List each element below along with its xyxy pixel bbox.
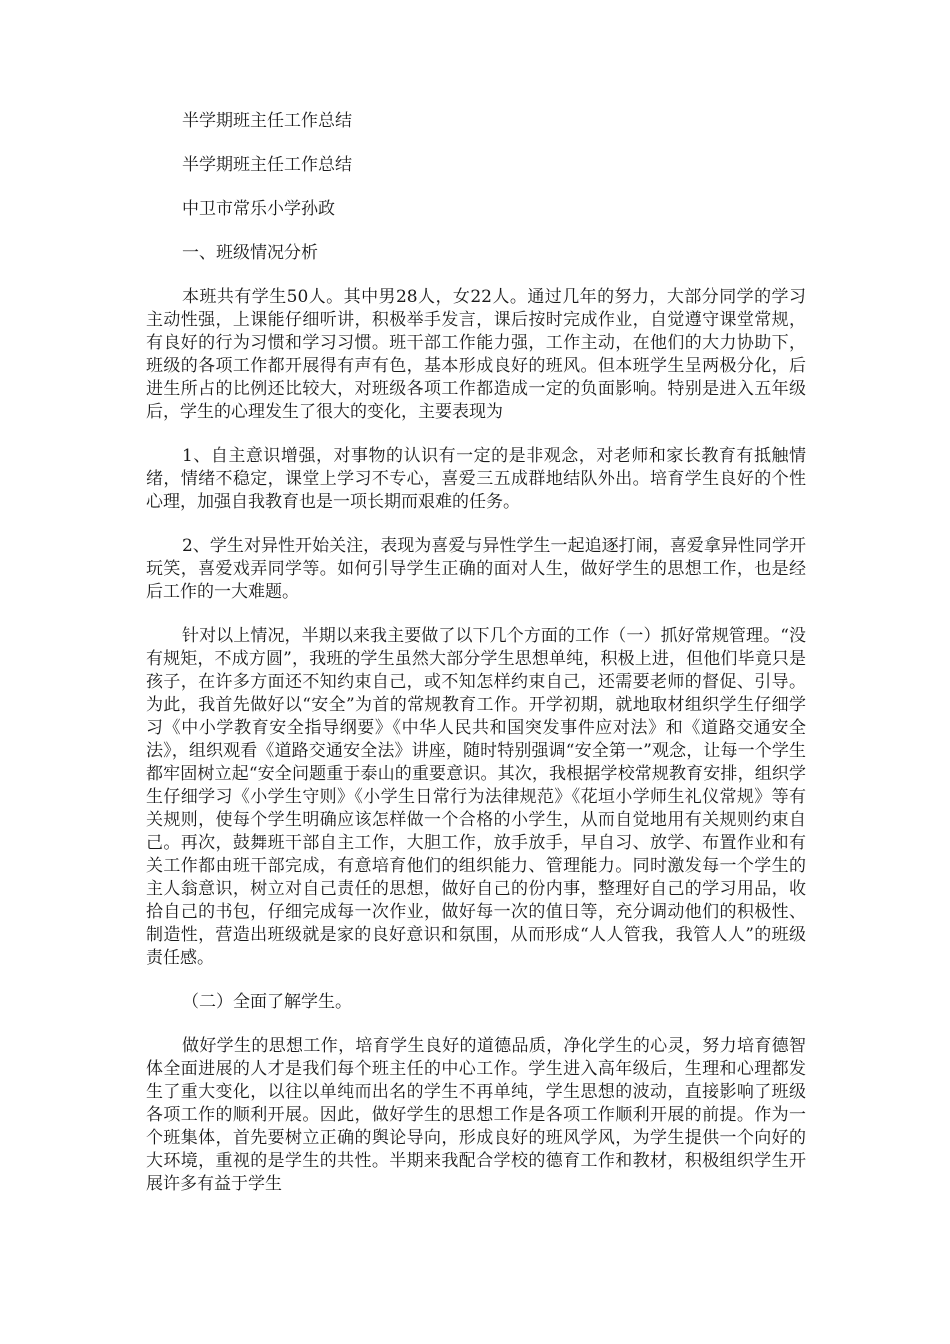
document-title: 半学期班主任工作总结 bbox=[182, 111, 352, 131]
document-subtitle: 半学期班主任工作总结 bbox=[182, 155, 352, 175]
author-line: 中卫市常乐小学孙政 bbox=[182, 199, 335, 219]
document-body bbox=[146, 110, 806, 1217]
paragraph-routine-management: 针对以上情况，半期以来我主要做了以下几个方面的工作（一）抓好常规管理。“没有规矩，不成方圆”，我班的学生虽然大部分学生思想单纯，积极上进，但他们毕竟只是孩子，在许多方面还不知约束自己，或不知怎样约束自己，还需要老师的督促、引导。为此，我首先做好以“安全”为首的常规教育工作。开学初期，就地取材组织学生仔细学习《中小学教育安全指导纲要》《中华人民共和国突发事件应对法》和《道路交通安全法》，组织观看《道路交通安全法》讲座，随时特别强调“安全第一”观念，让每一个学生都牢固树立起“安全问题重于泰山的重要意识。其次，我根据学校常规教育安排，组织学生仔细学习《小学生守则》《小学生日常行为法律规范》《花垣小学师生礼仪常规》等有关规则，使每个学生明确应该怎样做一个合格的小学生，从而自觉地用有关规则约束自己。再次，鼓舞班干部自主工作，大胆工作，放手放手，早自习、放学、布置作业和有关工作都由班干部完成，有意培育他们的组织能力、管理能力。同时激发每一个学生的主人翁意识，树立对自己责任的思想，做好自己的份内事，整理好自己的学习用品，收拾自己的书包，仔细完成每一次作业，做好每一次的值日等，充分调动他们的积极性、制造性，营造出班级就是家的良好意识和氛围，从而形成“人人管我，我管人人”的班级责任感。 bbox=[146, 626, 806, 968]
paragraph-point-2: 2、学生对异性开始关注，表现为喜爱与异性学生一起追逐打闹，喜爱拿异性同学开玩笑，喜爱戏弄同学等。如何引导学生正确的面对人生，做好学生的思想工作，也是经后工作的一大难题。 bbox=[146, 536, 806, 602]
section-heading-understand-students: （二）全面了解学生。 bbox=[182, 992, 352, 1012]
paragraph-point-1: 1、自主意识增强，对事物的认识有一定的是非观念，对老师和家长教育有抵触情绪，情绪不稳定，课堂上学习不专心，喜爱三五成群地结队外出。培育学生良好的个性心理，加强自我教育也是一项长期而艰难的任务。 bbox=[146, 446, 806, 512]
paragraph-ideological-work: 做好学生的思想工作，培育学生良好的道德品质，净化学生的心灵，努力培育德智体全面进展的人才是我们每个班主任的中心工作。学生进入高年级后，生理和心理都发生了重大变化，以往以单纯而出名的学生不再单纯，学生思想的波动，直接影响了班级各项工作的顺利开展。因此，做好学生的思想工作是各项工作顺利开展的前提。作为一个班集体，首先要树立正确的舆论导向，形成良好的班风学风，为学生提供一个向好的大环境，重视的是学生的共性。半期来我配合学校的德育工作和教材，积极组织学生开展许多有益于学生 bbox=[146, 1036, 806, 1194]
section-heading-class-analysis: 一、班级情况分析 bbox=[182, 243, 318, 263]
paragraph-class-overview: 本班共有学生50人。其中男28人，女22人。通过几年的努力，大部分同学的学习主动性强，上课能仔细听讲，积极举手发言，课后按时完成作业，自觉遵守课堂常规，有良好的行为习惯和学习习惯。班干部工作能力强，工作主动，在他们的大力协助下，班级的各项工作都开展得有声有色，基本形成良好的班风。但本班学生呈两极分化，后进生所占的比例还比较大，对班级各项工作都造成一定的负面影响。特别是进入五年级后，学生的心理发生了很大的变化，主要表现为 bbox=[146, 287, 806, 422]
